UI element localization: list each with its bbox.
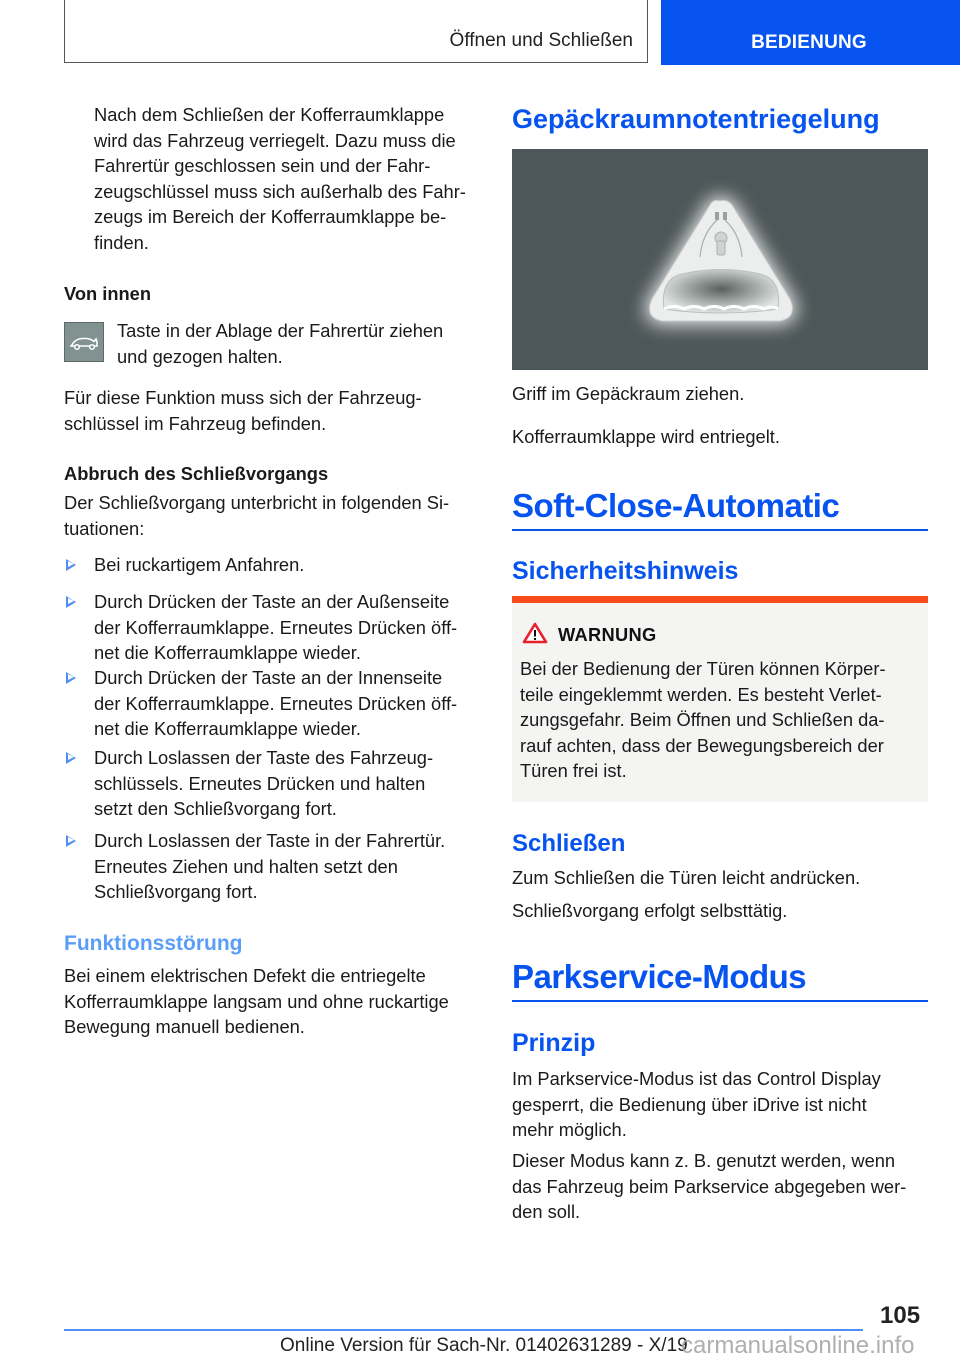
prinzip-paragraph-1 [512, 1066, 932, 1143]
footer-rule [64, 1329, 863, 1331]
bullet-triangle-icon [66, 559, 76, 571]
text-line: Erneutes Ziehen und halten setzt den [94, 855, 398, 877]
soft-close-heading: Soft-Close-Automatic [512, 487, 840, 524]
text-line: mehr möglich. [512, 1119, 627, 1141]
text-line: Durch Loslassen der Taste in der Fahrertür. [94, 830, 446, 851]
text-line: schlüssel im Fahrzeug befinden. [64, 412, 327, 434]
tailgate-button-icon [64, 322, 104, 362]
text-line: teile eingeklemmt werden. Es besteht Verlet- [520, 683, 882, 705]
text-line: Durch Drücken der Taste an der Außenseite [94, 591, 450, 612]
schliessen-line-2: Schließvorgang erfolgt selbsttätig. [512, 900, 788, 921]
bullet-triangle-icon [66, 835, 76, 847]
text-line: Durch Loslassen der Taste des Fahrzeug- [94, 747, 434, 768]
text-line: Kofferraumklappe langsam und ohne ruckartige [64, 990, 449, 1012]
safety-heading: Sicherheitshinweis [512, 557, 739, 585]
header-section-box [64, 0, 648, 63]
funktionsstoerung-text [64, 963, 484, 1040]
abbruch-heading: Abbruch des Schließvorgangs [64, 463, 329, 484]
emergency-release-handle-image [512, 149, 928, 370]
text-line: Taste in der Ablage der Fahrertür ziehen [117, 320, 444, 341]
text-line: Schließvorgang fort. [94, 881, 258, 903]
heading-rule [512, 529, 928, 531]
text-line: zeugschlüssel muss sich außerhalb des Fahr- [94, 180, 466, 202]
notentriegelung-step-2: Kofferraumklappe wird entriegelt. [512, 426, 780, 447]
bullet-triangle-icon [66, 596, 76, 608]
warning-title: WARNUNG [558, 624, 657, 645]
text-line: setzt den Schließvorgang fort. [94, 798, 337, 820]
text-line: schlüssels. Erneutes Drücken und halten [94, 772, 426, 794]
text-line: Türen frei ist. [520, 760, 627, 782]
online-version-text: Online Version für Sach-Nr. 01402631289 - X/19 [280, 1335, 688, 1356]
text-line: tuationen: [64, 517, 145, 539]
text-line: zungsgefahr. Beim Öffnen und Schließen da- [520, 709, 885, 731]
text-line: der Kofferraumklappe. Erneutes Drücken öff- [94, 692, 458, 714]
text-line: Fahrertür geschlossen sein und der Fahr- [94, 155, 431, 177]
text-line: gesperrt, die Bedienung über iDrive ist nicht [512, 1093, 867, 1115]
bullet-triangle-icon [66, 672, 76, 684]
warning-bar [512, 596, 928, 603]
text-line: Durch Drücken der Taste an der Innenseite [94, 667, 443, 688]
text-line: Der Schließvorgang unterbricht in folgenden Si- [64, 492, 450, 513]
watermark: carmanualsonline.info [681, 1332, 915, 1359]
text-line: zeugs im Bereich der Kofferraumklappe be- [94, 206, 447, 228]
warning-box [512, 596, 928, 802]
section-title: Öffnen und Schließen [449, 30, 633, 51]
text-line: Im Parkservice-Modus ist das Control Display [512, 1068, 881, 1089]
schliessen-line-1: Zum Schließen die Türen leicht andrücken. [512, 867, 861, 888]
intro-paragraph [94, 102, 484, 256]
text-line: und gezogen halten. [117, 345, 283, 367]
warning-triangle-icon [522, 622, 548, 649]
notentriegelung-heading: Gepäckraumnotentriegelung [512, 104, 880, 134]
funktionsstoerung-heading: Funktionsstörung [64, 932, 243, 955]
parkservice-heading: Parkservice-Modus [512, 958, 807, 995]
schliessen-heading: Schließen [512, 830, 626, 857]
notentriegelung-step-1: Griff im Gepäckraum ziehen. [512, 383, 745, 404]
text-line: Nach dem Schließen der Kofferraumklappe [94, 104, 445, 125]
prinzip-paragraph-2 [512, 1148, 932, 1225]
text-line: das Fahrzeug beim Parkservice abgegeben wer- [512, 1175, 907, 1197]
von-innen-heading: Von innen [64, 283, 151, 304]
text-line: Bei der Bedienung der Türen können Körper- [520, 658, 886, 679]
text-line: Bewegung manuell bedienen. [64, 1016, 305, 1038]
text-line: Bei einem elektrischen Defekt die entriegelte [64, 965, 426, 986]
text-line: wird das Fahrzeug verriegelt. Dazu muss die [94, 129, 456, 151]
text-line: rauf achten, dass der Bewegungsbereich der [520, 734, 884, 756]
text-line: net die Kofferraumklappe wieder. [94, 642, 361, 664]
text-line: finden. [94, 231, 149, 253]
text-line: der Kofferraumklappe. Erneutes Drücken öff- [94, 616, 458, 638]
text-line: Dieser Modus kann z. B. genutzt werden, wenn [512, 1150, 896, 1171]
prinzip-heading: Prinzip [512, 1029, 596, 1057]
text-line: den soll. [512, 1201, 581, 1223]
von-innen-instruction [117, 318, 477, 369]
chapter-tab-label: BEDIENUNG [751, 32, 867, 53]
von-innen-note [64, 385, 474, 436]
chapter-tab[interactable] [661, 0, 960, 65]
text-line: Bei ruckartigem Anfahren. [94, 554, 305, 575]
bullet-triangle-icon [66, 752, 76, 764]
heading-rule [512, 1000, 928, 1002]
text-line: Für diese Funktion muss sich der Fahrzeug- [64, 387, 422, 408]
text-line: net die Kofferraumklappe wieder. [94, 718, 361, 740]
abbruch-intro [64, 490, 474, 541]
warning-text [520, 656, 925, 784]
page-number: 105 [880, 1302, 921, 1329]
